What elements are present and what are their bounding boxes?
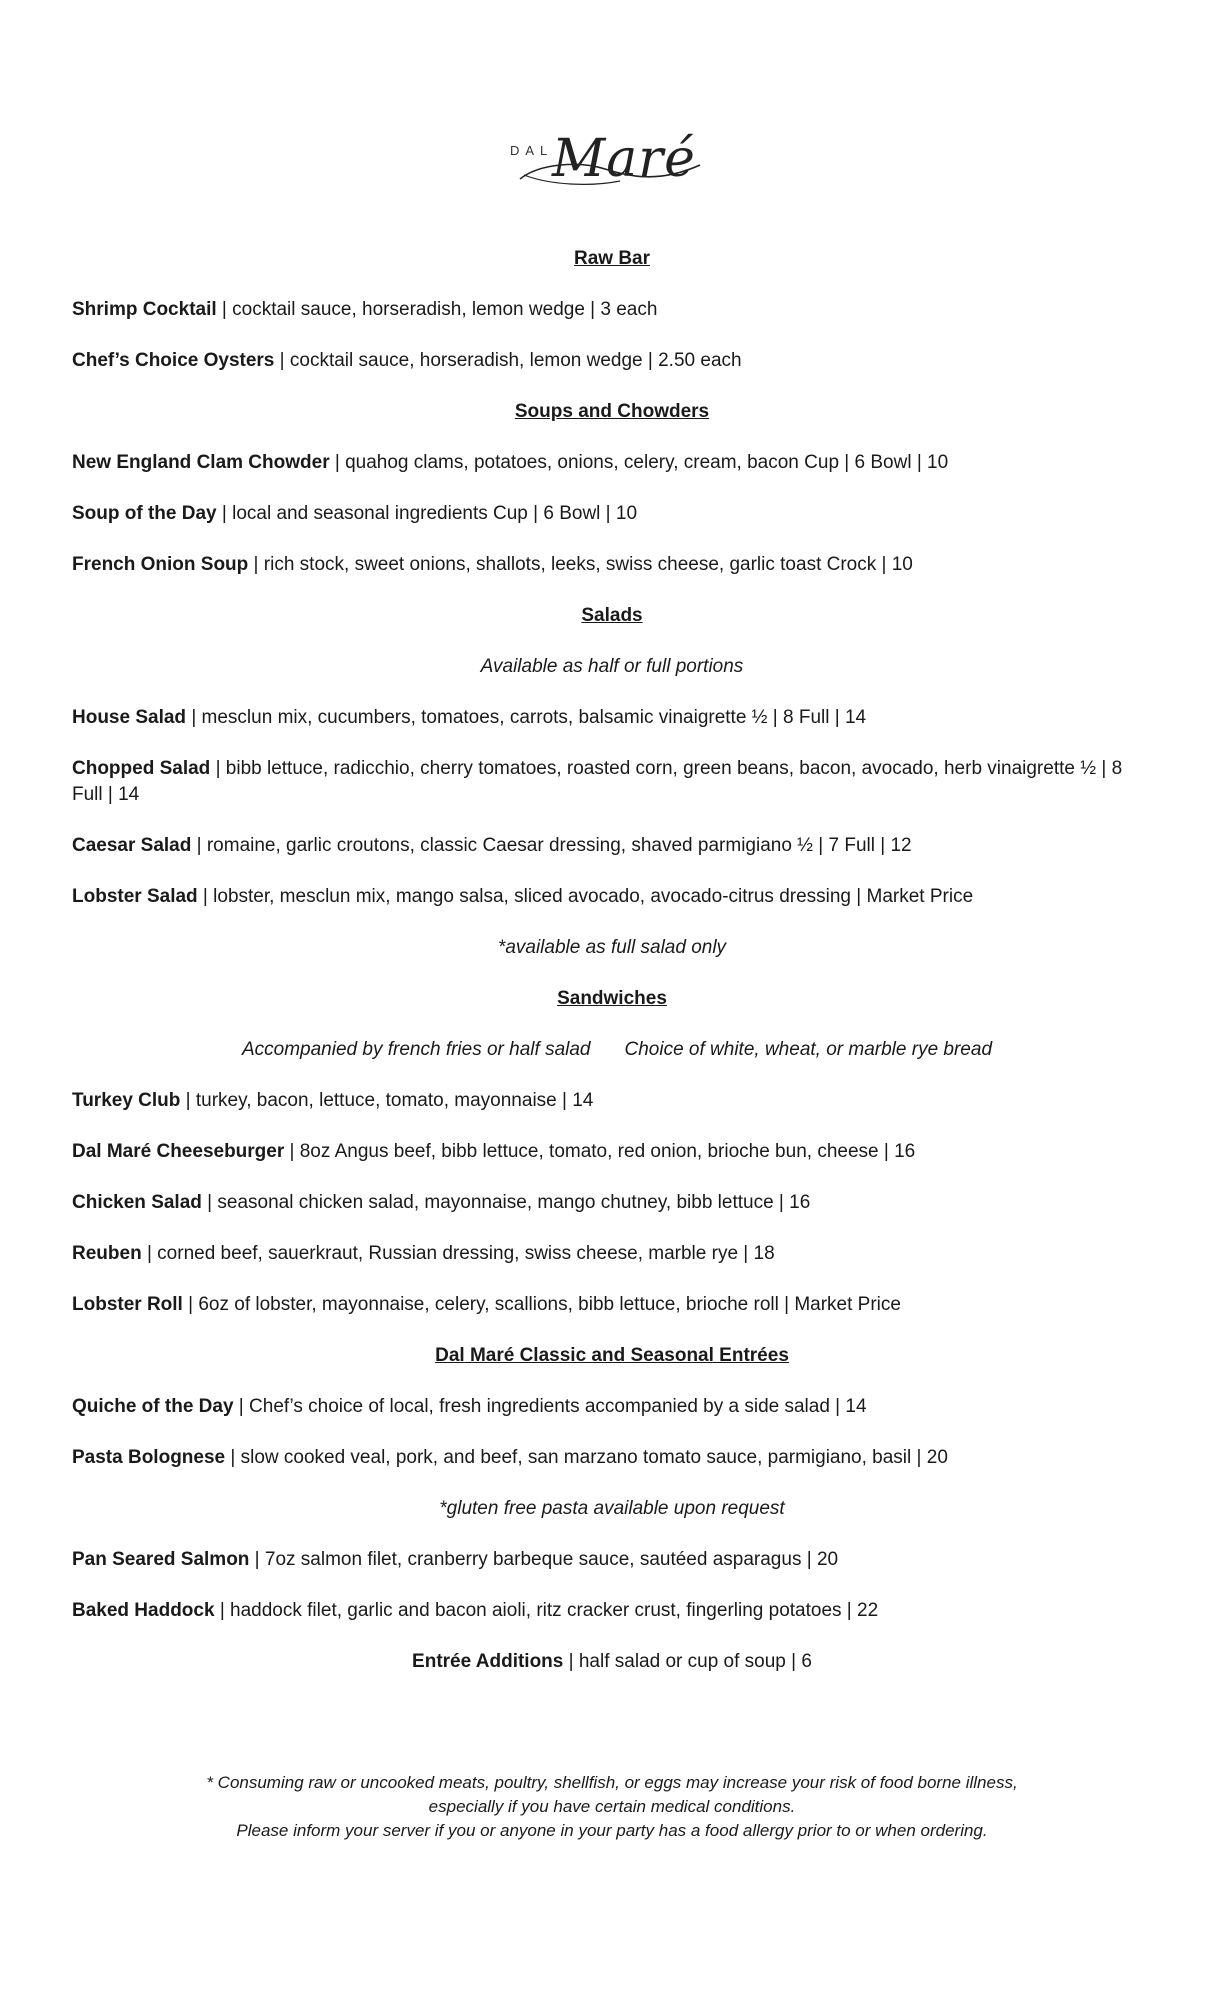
- menu-item: [72, 1241, 1152, 1267]
- restaurant-logo: [510, 129, 720, 195]
- item-description: | haddock filet, garlic and bacon aioli, ritz cracker crust, fingerling potatoes | 22: [214, 1600, 879, 1621]
- item-name: Shrimp Cocktail: [72, 299, 217, 320]
- section-heading-salads: Salads: [581, 605, 643, 626]
- item-description: | 7oz salmon filet, cranberry barbeque sauce, sautéed asparagus | 20: [249, 1549, 839, 1570]
- item-name: Entrée Additions: [412, 1651, 564, 1672]
- menu-item: [72, 297, 1152, 323]
- menu-item: [72, 1394, 1152, 1420]
- item-name: Baked Haddock: [72, 1600, 215, 1621]
- item-name: Dal Maré Cheeseburger: [72, 1141, 285, 1162]
- menu-item: [72, 1547, 1152, 1573]
- item-name: Lobster Roll: [72, 1294, 183, 1315]
- section-note-row: [72, 1037, 1152, 1063]
- item-description: | bibb lettuce, radicchio, cherry tomatoes, roasted corn, green beans, bacon, avocado, herb vinaigrette ½ | 8 Full | 14: [72, 758, 1123, 805]
- section-note: Available as half or full portions: [480, 656, 744, 677]
- menu-item: [72, 450, 1152, 476]
- item-description: | mesclun mix, cucumbers, tomatoes, carrots, balsamic vinaigrette ½ | 8 Full | 14: [186, 707, 867, 728]
- item-name: House Salad: [72, 707, 187, 728]
- menu-item: [72, 756, 1152, 808]
- section-heading-soups: Soups and Chowders: [514, 401, 710, 422]
- section-heading-raw-bar: Raw Bar: [573, 248, 651, 269]
- menu-item: [72, 552, 1152, 578]
- section-note-left: Accompanied by french fries or half salad: [241, 1039, 591, 1060]
- logo-dal-text: DAL: [510, 143, 554, 158]
- menu-item: [72, 833, 1152, 859]
- menu-item: [72, 705, 1152, 731]
- item-name: Reuben: [72, 1243, 142, 1264]
- section-footnote: *available as full salad only: [497, 937, 727, 958]
- item-name: Turkey Club: [72, 1090, 181, 1111]
- item-description: | corned beef, sauerkraut, Russian dressing, swiss cheese, marble rye | 18: [141, 1243, 775, 1264]
- logo-mare-text: Maré: [552, 129, 696, 189]
- item-description: | half salad or cup of soup | 6: [563, 1651, 812, 1672]
- section-note-right: Choice of white, wheat, or marble rye bread: [624, 1039, 993, 1060]
- menu-item: [72, 1292, 1152, 1318]
- menu-item: [72, 1190, 1152, 1216]
- disclaimer-line: * Consuming raw or uncooked meats, poultry, shellfish, or eggs may increase your risk of food borne illness,: [206, 1773, 1018, 1792]
- section-heading-sandwiches: Sandwiches: [557, 988, 667, 1009]
- menu-item: [72, 501, 1152, 527]
- item-description: | lobster, mesclun mix, mango salsa, sliced avocado, avocado-citrus dressing | Market Price: [197, 886, 974, 907]
- item-description: | romaine, garlic croutons, classic Caesar dressing, shaved parmigiano ½ | 7 Full | 12: [191, 835, 912, 856]
- item-description: | cocktail sauce, horseradish, lemon wedge | 2.50 each: [274, 350, 742, 371]
- item-name: Pan Seared Salmon: [72, 1549, 250, 1570]
- item-name: Lobster Salad: [72, 886, 198, 907]
- item-description: | 6oz of lobster, mayonnaise, celery, scallions, bibb lettuce, brioche roll | Market Price: [182, 1294, 901, 1315]
- item-description: | seasonal chicken salad, mayonnaise, mango chutney, bibb lettuce | 16: [201, 1192, 811, 1213]
- item-description: | quahog clams, potatoes, onions, celery, cream, bacon Cup | 6 Bowl | 10: [329, 452, 949, 473]
- item-description: | slow cooked veal, pork, and beef, san marzano tomato sauce, parmigiano, basil | 20: [225, 1447, 948, 1468]
- item-name: Pasta Bolognese: [72, 1447, 226, 1468]
- item-name: Caesar Salad: [72, 835, 192, 856]
- item-name: Chef’s Choice Oysters: [72, 350, 275, 371]
- allergy-disclaimer: [72, 1771, 1152, 1843]
- item-name: French Onion Soup: [72, 554, 249, 575]
- item-description: | local and seasonal ingredients Cup | 6 Bowl | 10: [216, 503, 638, 524]
- item-name: Quiche of the Day: [72, 1396, 234, 1417]
- item-description: | turkey, bacon, lettuce, tomato, mayonnaise | 14: [180, 1090, 594, 1111]
- menu-item: [72, 1088, 1152, 1114]
- disclaimer-line: especially if you have certain medical conditions.: [428, 1797, 796, 1816]
- entree-additions: [72, 1649, 1152, 1675]
- item-name: Soup of the Day: [72, 503, 217, 524]
- item-name: New England Clam Chowder: [72, 452, 330, 473]
- item-description: | Chef’s choice of local, fresh ingredients accompanied by a side salad | 14: [233, 1396, 867, 1417]
- item-description: | rich stock, sweet onions, shallots, leeks, swiss cheese, garlic toast Crock | 10: [248, 554, 913, 575]
- menu-body: [72, 246, 1152, 1700]
- menu-item: [72, 1139, 1152, 1165]
- menu-item: [72, 348, 1152, 374]
- item-name: Chicken Salad: [72, 1192, 202, 1213]
- menu-item: [72, 1598, 1152, 1624]
- item-name: Chopped Salad: [72, 758, 211, 779]
- section-heading-entrees: Dal Maré Classic and Seasonal Entrées: [435, 1345, 789, 1366]
- item-description: | 8oz Angus beef, bibb lettuce, tomato, red onion, brioche bun, cheese | 16: [284, 1141, 916, 1162]
- item-description: | cocktail sauce, horseradish, lemon wedge | 3 each: [216, 299, 658, 320]
- menu-item: [72, 884, 1152, 910]
- disclaimer-line: Please inform your server if you or anyone in your party has a food allergy prior to or when ordering.: [236, 1821, 988, 1840]
- menu-item: [72, 1445, 1152, 1471]
- section-footnote: *gluten free pasta available upon request: [439, 1498, 785, 1519]
